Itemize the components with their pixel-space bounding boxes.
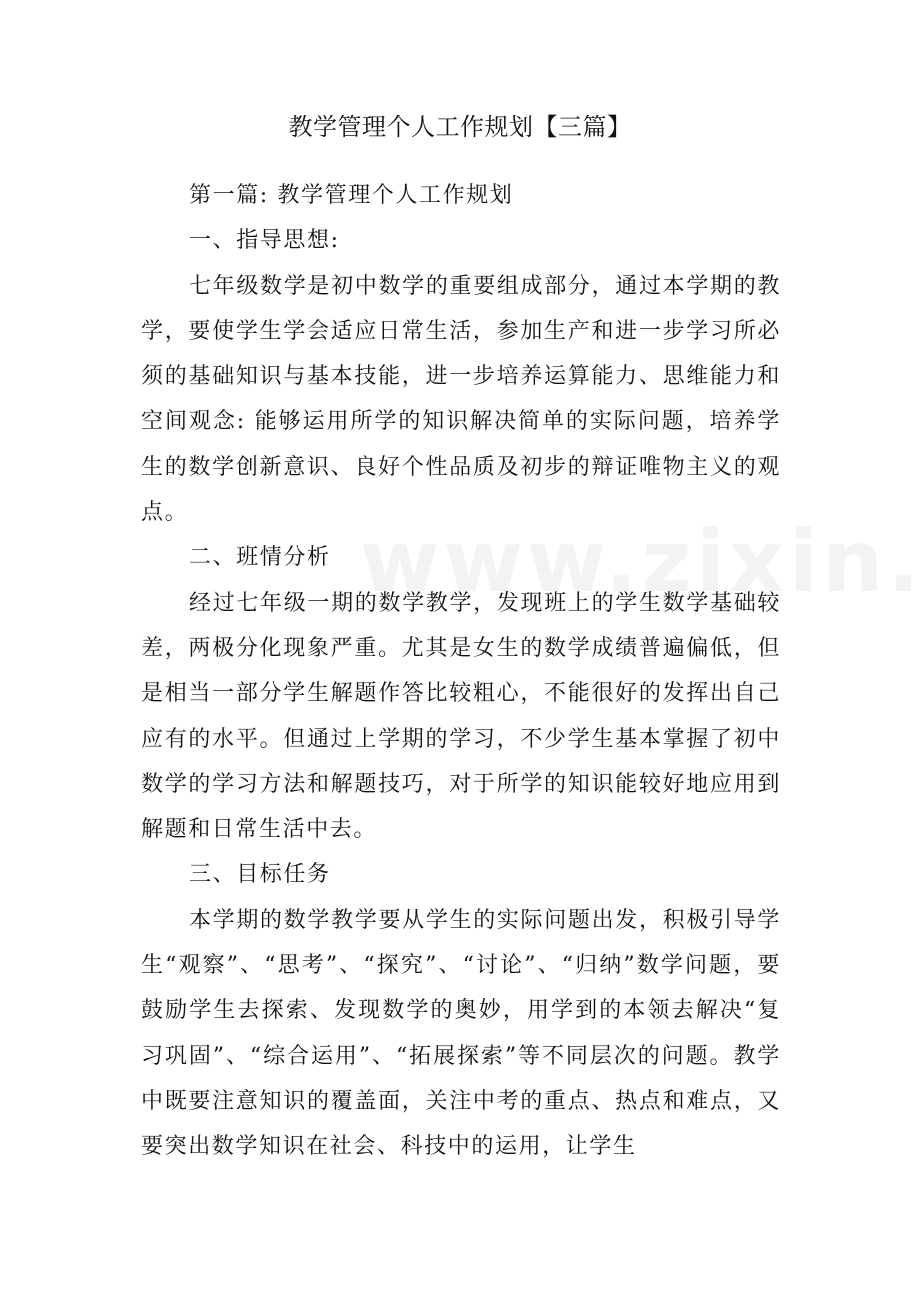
paragraph-guiding-ideas: 七年级数学是初中数学的重要组成部分，通过本学期的教学，要使学生学会适应日常生活，参加生产和进一步学习所必须的基础知识与基本技能，进一步培养运算能力、思维能力和空间观念: 能够运用所学的知识解决简单的实际问题，培养学生的数学创新意识、良好个性品质及初步的辩证唯物主义的观点。	[141, 273, 781, 526]
part-heading: 第一篇: 教学管理个人工作规划	[189, 183, 514, 208]
document-body	[141, 173, 781, 1170]
paragraph-class-analysis: 经过七年级一期的数学教学，发现班上的学生数学基础较差，两极分化现象严重。尤其是女生的数学成绩普遍偏低，但是相当一部分学生解题作答比较粗心，不能很好的发挥出自己应有的水平。但通过上学期的学习，不少学生基本掌握了初中数学的学习方法和解题技巧，对于所学的知识能较好地应用到解题和日常生活中去。	[141, 590, 781, 843]
paragraph-goals: 本学期的数学教学要从学生的实际问题出发，积极引导学生“观察”、“思考”、“探究”、“讨论”、“归纳”数学问题，要鼓励学生去探索、发现数学的奥妙，用学到的本领去解决“复习巩固”、“综合运用”、“拓展探索”等不同层次的问题。教学中既要注意知识的覆盖面，关注中考的重点、热点和难点，又要突出数学知识在社会、科技中的运用，让学生	[141, 907, 781, 1160]
section-heading-goals: 三、目标任务	[189, 862, 331, 888]
document-title: 教学管理个人工作规划【三篇】	[288, 113, 632, 141]
section-heading-class-analysis: 二、班情分析	[189, 545, 331, 571]
section-heading-guiding-ideas: 一、指导思想:	[189, 228, 340, 254]
